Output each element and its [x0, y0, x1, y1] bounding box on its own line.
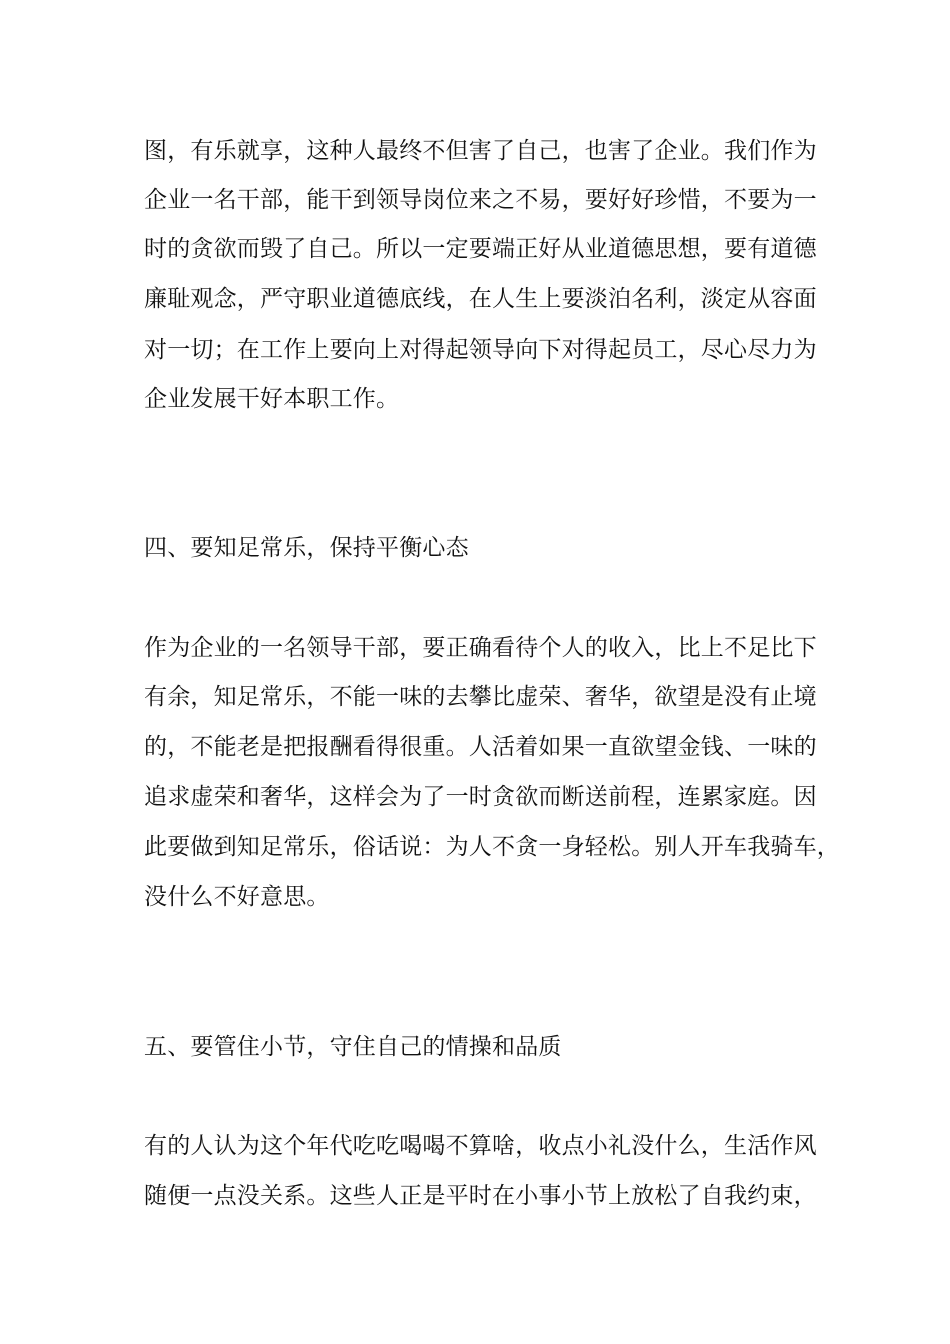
section-heading: 四、要知足常乐，保持平衡心态 [144, 535, 469, 561]
paragraph-line: 随便一点没关系。这些人正是平时在小事小节上放松了自我约束， [144, 1183, 817, 1209]
paragraph-line: 作为企业的一名领导干部，要正确看待个人的收入，比上不足比下 [144, 635, 817, 661]
paragraph-line: 企业一名干部，能干到领导岗位来之不易，要好好珍惜，不要为一 [144, 187, 817, 213]
paragraph-line: 的，不能老是把报酬看得很重。人活着如果一直欲望金钱、一味的 [144, 734, 817, 760]
paragraph-line: 有余，知足常乐，不能一味的去攀比虚荣、奢华，欲望是没有止境 [144, 684, 817, 710]
section-heading: 五、要管住小节，守住自己的情操和品质 [144, 1034, 562, 1060]
paragraph-line: 图，有乐就享，这种人最终不但害了自己，也害了企业。我们作为 [144, 138, 817, 164]
paragraph-line: 此要做到知足常乐，俗话说：为人不贪一身轻松。别人开车我骑车， [144, 834, 840, 860]
paragraph-line: 有的人认为这个年代吃吃喝喝不算啥，收点小礼没什么，生活作风 [144, 1133, 817, 1159]
paragraph-line: 对一切；在工作上要向上对得起领导向下对得起员工，尽心尽力为 [144, 337, 817, 363]
paragraph-line: 时的贪欲而毁了自己。所以一定要端正好从业道德思想，要有道德 [144, 236, 817, 262]
paragraph-line: 没什么不好意思。 [144, 884, 330, 910]
paragraph-line: 企业发展干好本职工作。 [144, 386, 400, 412]
paragraph-line: 廉耻观念，严守职业道德底线，在人生上要淡泊名利，淡定从容面 [144, 286, 817, 312]
paragraph-line: 追求虚荣和奢华，这样会为了一时贪欲而断送前程，连累家庭。因 [144, 784, 817, 810]
